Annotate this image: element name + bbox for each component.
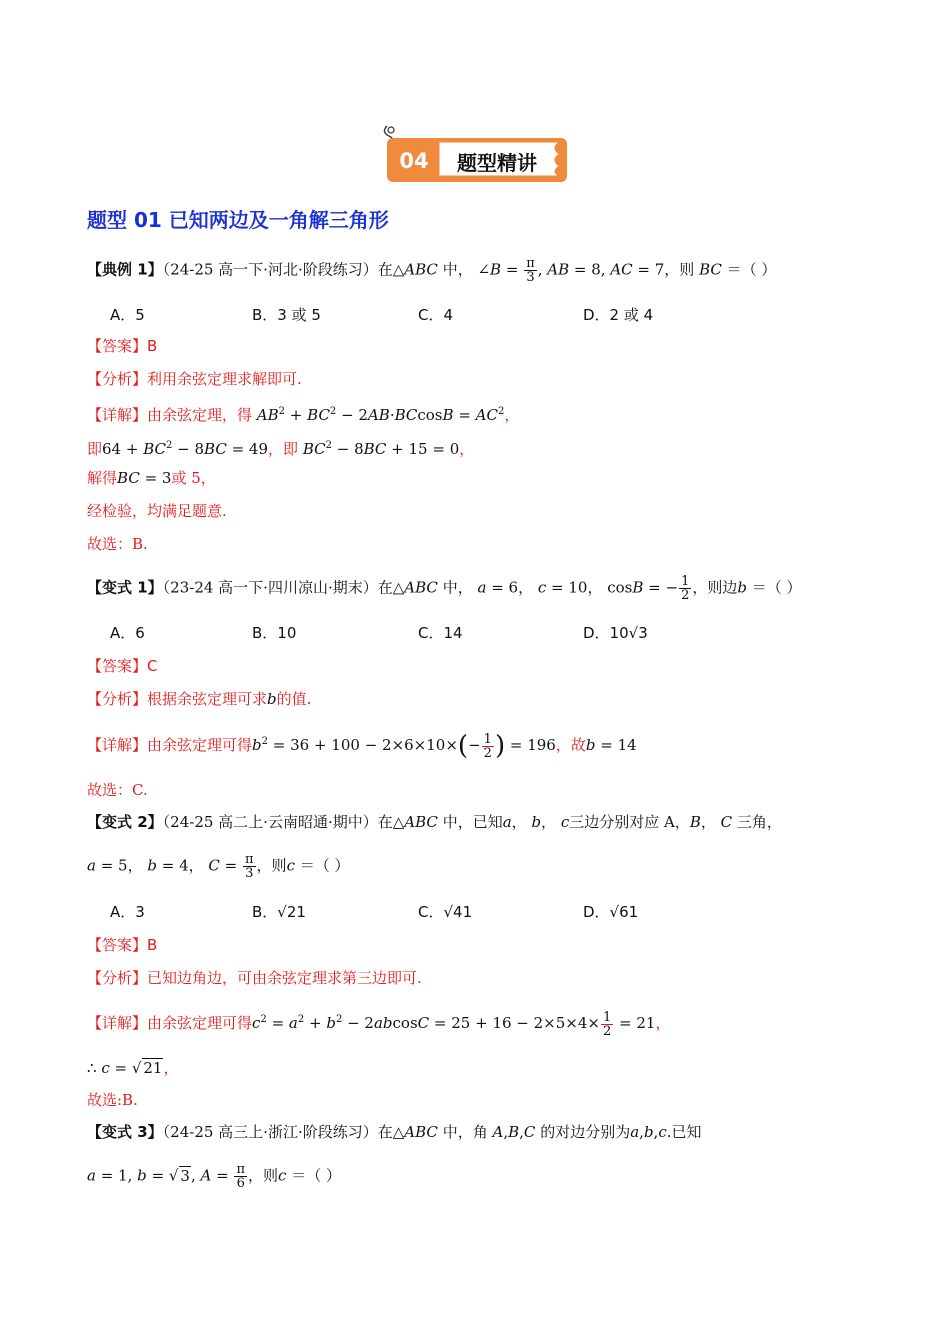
example-1-option-d[interactable]: D．2 或 4 bbox=[583, 306, 654, 324]
variant-1-option-b[interactable]: B．10 bbox=[252, 624, 297, 642]
text: 即 bbox=[87, 440, 103, 458]
text: 三角， bbox=[736, 813, 782, 831]
variant-1-source: （23-24 高一下·四川凉山·期末） bbox=[162, 578, 378, 597]
variant-2-option-c[interactable]: C．√41 bbox=[418, 903, 473, 921]
example-1-detail-line-4: 经检验，均满足题意. bbox=[87, 502, 227, 520]
text: 在△ bbox=[377, 260, 405, 279]
variant-2-detail-line-2: ∴ c = √ 21， bbox=[87, 1059, 179, 1077]
text: 中，已知 bbox=[442, 813, 503, 831]
variant-2-option-a[interactable]: A．3 bbox=[110, 903, 145, 921]
text: ，则边 bbox=[692, 578, 738, 597]
example-1-detail-line-2: 即$64 + BC^2 - 8BC = 49$，即 $BC^2 - 8BC + 15 = 0$， bbox=[87, 440, 475, 458]
variant-1-stem: 【变式 1】（23-24 高一下·四川凉山·期末）在△ABC 中， a = 6， c = 10， cosB = − $\frac{1}{2}$ ，则边b ＝（ ） bbox=[87, 574, 802, 603]
example-1-option-a[interactable]: A．5 bbox=[110, 306, 145, 324]
variant-2-detail: 【详解】由余弦定理可得$c^2 = a^2 + b^2 - 2abcosC = 25 + 16 - 2\times 5\times 4\times$ $\frac{1}{2}$ = 21， bbox=[87, 1009, 671, 1039]
variant-1-option-a[interactable]: A．6 bbox=[110, 624, 145, 642]
variant-2-tag: 【变式 2】 bbox=[87, 813, 163, 831]
text: ＝（ ） bbox=[291, 1166, 341, 1185]
text: 中， bbox=[442, 578, 473, 597]
banner-title: 题型精讲 bbox=[457, 151, 537, 175]
text: ＝（ ） bbox=[299, 856, 350, 875]
text: 【详解】由余弦定理可得 bbox=[87, 1014, 253, 1032]
text: 三边分别对应 A， bbox=[569, 813, 690, 831]
variant-2-stem: 【变式 2】（24-25 高二上·云南昭通·期中）在△ABC 中，已知a， b， c三边分别对应 A，B， C 三角， bbox=[87, 813, 782, 831]
text: 【详解】由余弦定理可得 bbox=[87, 736, 253, 754]
fraction: $\frac{\pi}{6}$ bbox=[236, 1162, 246, 1191]
text: 在△ bbox=[377, 1123, 405, 1141]
text: ，即 bbox=[268, 440, 299, 458]
fraction: $\frac{1}{2}$ bbox=[483, 731, 492, 761]
example-1-source: （24-25 高一下·河北·阶段练习） bbox=[162, 260, 378, 279]
variant-2-analysis: 【分析】已知边角边，可由余弦定理求第三边即可. bbox=[87, 969, 422, 987]
text: ＝（ ） bbox=[726, 260, 777, 279]
text: 【分析】根据余弦定理可求 bbox=[87, 690, 268, 708]
text: 在△ bbox=[377, 813, 405, 831]
variant-2-option-d[interactable]: D．√61 bbox=[583, 903, 639, 921]
fraction: $\frac{1}{2}$ bbox=[681, 574, 690, 603]
variant-2-answer: 【答案】B bbox=[87, 936, 158, 954]
text: ＝（ ） bbox=[751, 578, 802, 597]
example-1-conclusion: 故选：B. bbox=[87, 535, 148, 553]
fraction: $\frac{1}{2}$ bbox=[602, 1009, 612, 1039]
text: 中，角 bbox=[442, 1123, 488, 1141]
variant-1-detail: 【详解】由余弦定理可得$b^2 = 36 + 100 - 2\times 6\times 10\times(-$ $\frac{1}{2}$ ) = 196，故b = 14 bbox=[87, 731, 637, 761]
text: 【详解】由余弦定理，得 bbox=[87, 406, 253, 424]
variant-1-answer: 【答案】C bbox=[87, 657, 158, 675]
banner-number: 04 bbox=[399, 149, 429, 173]
text: ，则 bbox=[664, 260, 695, 279]
example-1-option-c[interactable]: C．4 bbox=[418, 306, 454, 324]
text: .已知 bbox=[666, 1123, 702, 1141]
text: 在△ bbox=[377, 578, 405, 597]
text: ，故 bbox=[555, 736, 586, 754]
variant-3-source: （24-25 高三上·浙江·阶段练习） bbox=[162, 1123, 378, 1141]
text: ，则 bbox=[256, 856, 287, 875]
example-1-analysis: 【分析】利用余弦定理求解即可. bbox=[87, 370, 302, 388]
fraction: $\frac{\pi}{3}$ bbox=[526, 256, 535, 285]
text: 或 5， bbox=[171, 469, 216, 487]
variant-2-source: （24-25 高二上·云南昭通·期中） bbox=[162, 813, 378, 831]
example-1-stem: 【典例 1】（24-25 高一下·河北·阶段练习）在△ABC 中， ∠B = $\frac{\pi}{3}$ , AB = 8, AC = 7，则 BC ＝（ ） bbox=[87, 256, 777, 285]
variant-1-option-c[interactable]: C．14 bbox=[418, 624, 463, 642]
variant-1-tag: 【变式 1】 bbox=[87, 578, 163, 597]
variant-3-stem-line-2: a = 1, b = √ 3, A = $\frac{\pi}{6}$ ，则c ＝（ ） bbox=[87, 1162, 341, 1191]
variant-2-conclusion: 故选:B. bbox=[87, 1091, 138, 1109]
text: ， bbox=[459, 440, 475, 458]
variant-1-option-d[interactable]: D．10√3 bbox=[583, 624, 648, 642]
text: ， bbox=[163, 1059, 179, 1077]
text: 中， bbox=[442, 260, 473, 279]
variant-3-tag: 【变式 3】 bbox=[87, 1123, 163, 1141]
example-1-option-b[interactable]: B．3 或 5 bbox=[252, 306, 321, 324]
variant-3-stem: 【变式 3】（24-25 高三上·浙江·阶段练习）在△ABC 中，角 A,B,C 的对边分别为a,b,c.已知 bbox=[87, 1123, 702, 1141]
text: ， bbox=[655, 1014, 671, 1032]
variant-1-conclusion: 故选：C. bbox=[87, 781, 148, 799]
fraction: $\frac{\pi}{3}$ bbox=[245, 852, 254, 881]
example-1-tag: 【典例 1】 bbox=[87, 260, 163, 279]
section-banner bbox=[383, 122, 573, 186]
example-1-detail-line-3: 解得BC = 3或 5， bbox=[87, 469, 216, 487]
text: 解得 bbox=[87, 469, 118, 487]
text: 的值. bbox=[276, 690, 312, 708]
example-1-answer: 【答案】B bbox=[87, 337, 158, 355]
text: 的对边分别为 bbox=[540, 1123, 631, 1141]
variant-2-option-b[interactable]: B．√21 bbox=[252, 903, 306, 921]
text: ， bbox=[504, 406, 520, 424]
variant-1-analysis: 【分析】根据余弦定理可求b的值. bbox=[87, 690, 312, 708]
section-title: 题型 01 已知两边及一角解三角形 bbox=[87, 208, 389, 232]
example-1-detail: 【详解】由余弦定理，得 $AB^2 + BC^2 - 2AB\cdot BCcosB = AC^2$， bbox=[87, 406, 520, 424]
variant-2-stem-line-2: a = 5， b = 4， C = $\frac{\pi}{3}$ ，则c ＝（ ） bbox=[87, 852, 350, 881]
text: ，则 bbox=[248, 1166, 279, 1185]
